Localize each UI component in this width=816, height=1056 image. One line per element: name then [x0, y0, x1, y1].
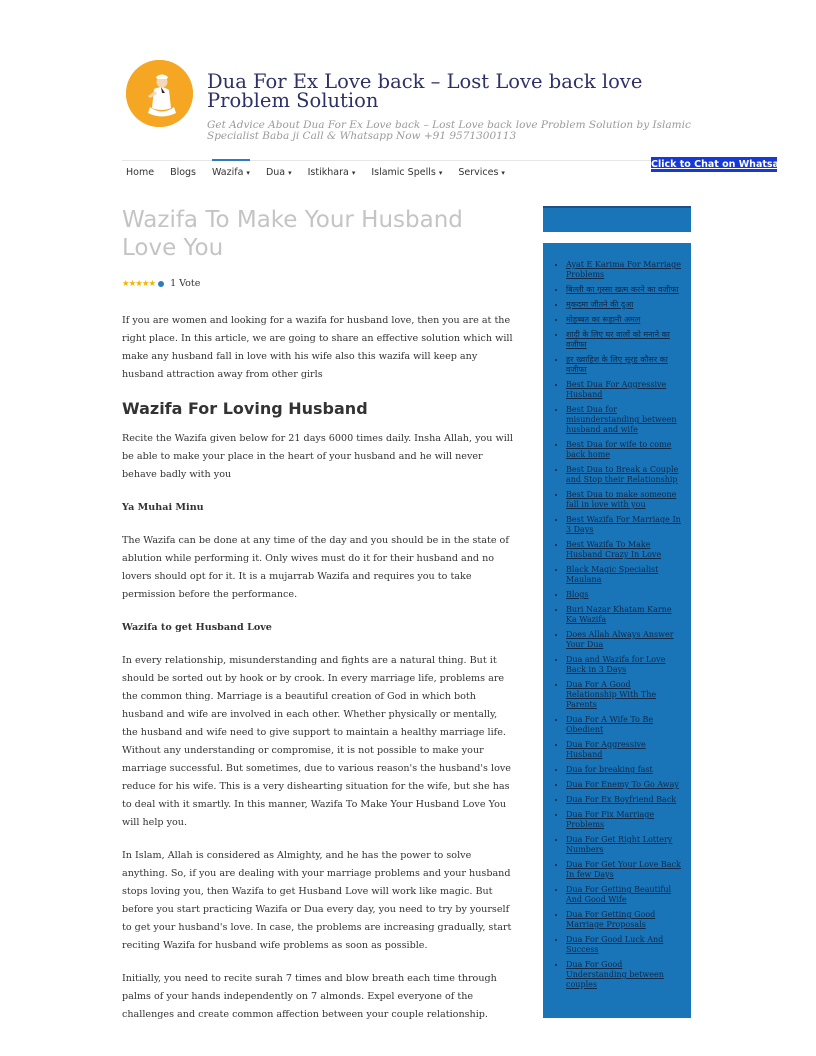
- nav-item-label: Blogs: [170, 167, 197, 178]
- sidebar-link[interactable]: Best Dua for wife to come back home: [566, 440, 672, 459]
- sidebar-link[interactable]: हर ख्वाहिश के लिए सूरह कौसर का वजीफा: [566, 355, 668, 374]
- sidebar-list-item: [566, 795, 681, 805]
- paragraph: If you are women and looking for a wazifa for husband love, then you are at the right place. In this article, we are going to share an effective solution which will make any husband fall in love with his wife also this wazifa will keep any husband attraction away from other girls: [122, 315, 513, 380]
- nav-item-label: Wazifa: [212, 167, 244, 178]
- post-title: Wazifa To Make Your Husband Love You: [122, 207, 463, 261]
- nav-item-islamic-spells[interactable]: [371, 161, 442, 183]
- sidebar-header: [543, 206, 691, 232]
- paragraph: In every relationship, misunderstanding and fights are a natural thing. But it should be sorted out by hook or by crook. In every marriage life, problems are the common thing. Marriage is a beautiful creation of God in which both husband and wife are involved in each other. Whether physically or mentally, the husband and wife need to give support to maintain a healthy marriage life. Without any understanding or compromise, it is not possible to make your marriage successful. But sometimes, due to various reason's the husband's love reduce for his wife. This is a very dishearting situation for the wife, but she has to deal with it smartly. In this manner, Wazifa To Make Your Husband Love You will help you.: [122, 655, 511, 828]
- sidebar-list-item: [566, 565, 681, 585]
- nav-item-wazifa[interactable]: [212, 161, 250, 183]
- nav-item-blogs[interactable]: [170, 161, 196, 183]
- sidebar-link[interactable]: Dua For Enemy To Go Away: [566, 780, 679, 789]
- sidebar-list-item: [566, 810, 681, 830]
- praying-man-logo-icon: [126, 60, 193, 127]
- sidebar-list-item: [566, 835, 681, 855]
- chevron-down-icon: ▾: [288, 169, 292, 177]
- sidebar-link[interactable]: Dua For Getting Beautiful And Good Wife: [566, 885, 672, 904]
- nav-item-label: Services: [458, 167, 499, 178]
- sidebar-list-item: [566, 590, 681, 600]
- sidebar-link[interactable]: Best Dua for misunderstanding between husband and wife: [566, 405, 677, 434]
- sidebar-list-item: [566, 260, 681, 280]
- site-logo[interactable]: [126, 60, 193, 127]
- sidebar-link[interactable]: मोहब्बत का रूहानी अमल: [566, 315, 641, 324]
- sidebar-list-item: [566, 630, 681, 650]
- paragraph: In Islam, Allah is considered as Almighty, and he has the power to solve anything. So, if you are dealing with your marriage problems and your husband stops loving you, then Wazifa to get Husband Love will work like magic. But before you start practicing Wazifa or Dua every day, you need to try by yourself to get your husband's love. In case, the problems are increasing gradually, start reciting Wazifa for husband wife problems as soon as possible.: [122, 850, 512, 951]
- sidebar-link[interactable]: Dua For A Good Relationship With The Parents: [566, 680, 657, 709]
- sidebar-link[interactable]: Best Wazifa For Marriage In 3 Days: [566, 515, 681, 534]
- sidebar-link[interactable]: Dua For Get Right Lottery Numbers: [566, 835, 673, 854]
- sidebar-link[interactable]: Ayat E Karima For Marriage Problems: [566, 260, 681, 279]
- sidebar-list-item: [566, 465, 681, 485]
- sidebar-list-item: [566, 960, 681, 990]
- sidebar-list-item: [566, 655, 681, 675]
- nav-item-label: Home: [126, 167, 155, 178]
- sidebar-link[interactable]: Does Allah Always Answer Your Dua: [566, 630, 674, 649]
- nav-item-label: Islamic Spells: [371, 167, 436, 178]
- sidebar-link-list: [543, 243, 691, 990]
- vote-count: 1 Vote: [170, 278, 201, 289]
- nav-item-home[interactable]: [126, 161, 154, 183]
- section-heading: Wazifa For Loving Husband: [122, 399, 368, 418]
- sidebar-list-item: [566, 605, 681, 625]
- wazifa-text: Ya Muhai Minu: [122, 502, 204, 513]
- sidebar-list-item: [566, 935, 681, 955]
- sidebar-list-item: [566, 885, 681, 905]
- sidebar-list-item: [566, 315, 681, 325]
- info-icon[interactable]: [158, 281, 164, 287]
- whatsapp-chat-button[interactable]: Click to Chat on Whatsapp: [651, 159, 793, 170]
- sidebar-list-item: [566, 515, 681, 535]
- sidebar-list-item: [566, 765, 681, 775]
- sidebar-list-item: [566, 910, 681, 930]
- sidebar-link[interactable]: Best Wazifa To Make Husband Crazy In Love: [566, 540, 662, 559]
- chevron-down-icon: ▾: [501, 169, 505, 177]
- sidebar-list-item: [566, 860, 681, 880]
- sidebar-link[interactable]: Dua For Aggressive Husband: [566, 740, 646, 759]
- sidebar-list-item: [566, 680, 681, 710]
- sidebar-link[interactable]: बिल्ली का गुस्सा खत्म करने का वजीफा: [566, 285, 679, 294]
- sidebar-link[interactable]: शादी के लिए घर वालों को मनाने का वजीफा: [566, 330, 670, 349]
- sidebar-link[interactable]: Dua for breaking fast: [566, 765, 653, 774]
- site-description: Get Advice About Dua For Ex Love back – Lost Love back love Problem Solution by Islamic Specialist Baba ji Call & Whatsapp Now +91 9571300113: [207, 119, 691, 142]
- sidebar-link[interactable]: Best Dua to make someone fall in love with you: [566, 490, 677, 509]
- star-rating-icon[interactable]: ★★★★★: [122, 278, 156, 289]
- sidebar-link[interactable]: Dua For Getting Good Marriage Proposals: [566, 910, 656, 929]
- paragraph: Initially, you need to recite surah 7 times and blow breath each time through palms of your hands independently on 7 almonds. Expel everyone of the challenges and create common affection between your couple relationship.: [122, 973, 497, 1020]
- paragraph: Recite the Wazifa given below for 21 days 6000 times daily. Insha Allah, you will be able to make your place in the heart of your husband and he will never behave badly with you: [122, 433, 513, 480]
- sidebar-list-item: [566, 440, 681, 460]
- nav-item-dua[interactable]: [266, 161, 292, 183]
- nav-item-istikhara[interactable]: [308, 161, 356, 183]
- nav-item-services[interactable]: [458, 161, 505, 183]
- sidebar-link[interactable]: Dua For A Wife To Be Obedient: [566, 715, 654, 734]
- sidebar-list-item: [566, 715, 681, 735]
- nav-item-label: Dua: [265, 167, 286, 178]
- post-content: [122, 312, 514, 1039]
- site-title[interactable]: Dua For Ex Love back – Lost Love back love Problem Solution: [207, 70, 643, 112]
- paragraph: The Wazifa can be done at any time of the day and you should be in the state of ablution while performing it. Only wives must do it for their husband and no lovers should opt for it. It is a mujarrab Wazifa and requires you to take permission before the performance.: [122, 535, 509, 600]
- sidebar-link[interactable]: Best Dua For Aggressive Husband: [566, 380, 667, 399]
- sidebar-link[interactable]: Dua For Good Understanding between couples: [566, 960, 664, 989]
- sidebar-widget: [543, 243, 691, 1018]
- nav-item-label: Istikhara: [307, 167, 349, 178]
- sidebar-link[interactable]: Dua and Wazifa for Love Back in 3 Days: [566, 655, 666, 674]
- sidebar-link[interactable]: Dua For Fix Marriage Problems: [566, 810, 655, 829]
- sidebar-link[interactable]: Buri Nazar Khatam Karne Ka Wazifa: [566, 605, 672, 624]
- chevron-down-icon: ▾: [438, 169, 443, 177]
- sidebar-link[interactable]: मुकदमा जीतने की दुआ: [566, 300, 634, 309]
- sidebar-list-item: [566, 330, 681, 350]
- sidebar-list-item: [566, 380, 681, 400]
- sidebar-list-item: [566, 355, 681, 375]
- sidebar-link[interactable]: Dua For Get Your Love Back In few Days: [566, 860, 681, 879]
- main-nav: [126, 161, 521, 183]
- sidebar-link[interactable]: Dua For Ex Boyfriend Back: [566, 795, 677, 804]
- sidebar-link[interactable]: Blogs: [566, 590, 589, 599]
- sidebar-list-item: [566, 740, 681, 760]
- sidebar-list-item: [566, 300, 681, 310]
- sidebar-link[interactable]: Best Dua to Break a Couple and Stop their Relationship: [566, 465, 679, 484]
- sidebar-list-item: [566, 540, 681, 560]
- sidebar-link[interactable]: Dua For Good Luck And Success: [566, 935, 664, 954]
- chevron-down-icon: ▾: [351, 169, 356, 177]
- sidebar-list-item: [566, 285, 681, 295]
- sidebar-list-item: [566, 780, 681, 790]
- chevron-down-icon: ▾: [246, 169, 250, 177]
- sidebar-list-item: [566, 405, 681, 435]
- sidebar-list-item: [566, 490, 681, 510]
- sidebar-link[interactable]: Black Magic Specialist Maulana: [566, 565, 659, 584]
- rating-widget: [122, 278, 200, 289]
- subheading: Wazifa to get Husband Love: [122, 622, 272, 633]
